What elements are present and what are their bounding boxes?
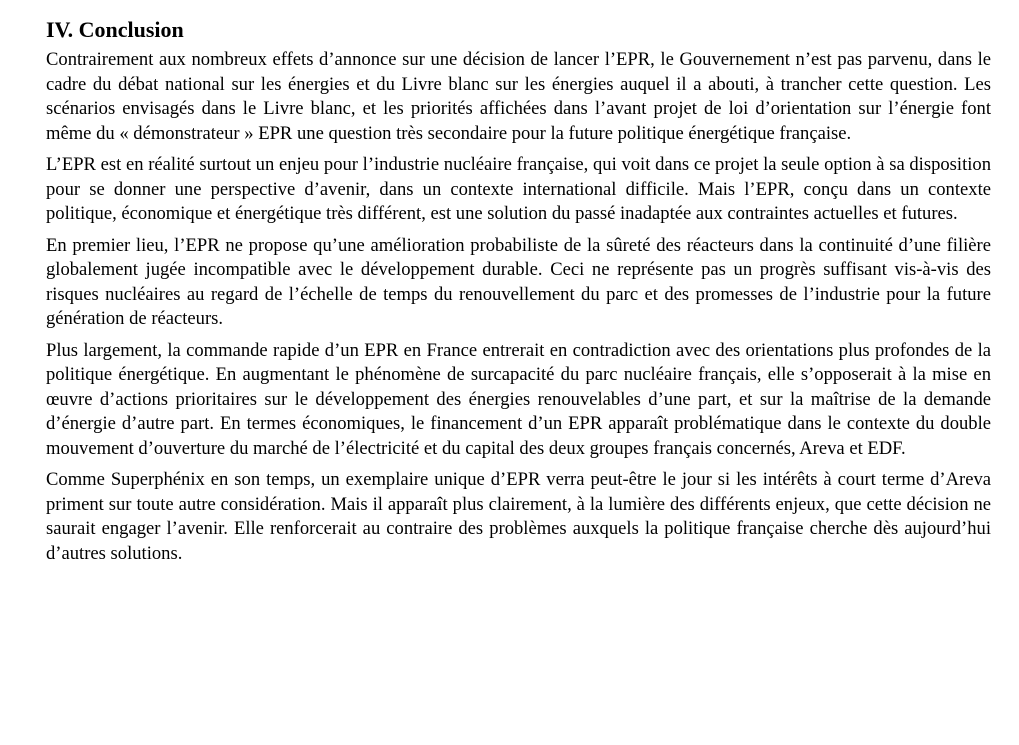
paragraph-3: En premier lieu, l’EPR ne propose qu’une amélioration probabiliste de la sûreté des réacteurs dans la continuité d’une filière globalement jugée incompatible avec le développement durable. Ceci ne représente pas un progrès suffisant vis-à-vis des risques nucléaires au regard de l’échelle de temps du renouvellement du parc et des promesses de l’industrie pour la future génération de réacteurs. [46, 234, 991, 329]
paragraph-4: Plus largement, la commande rapide d’un EPR en France entrerait en contradiction avec des orientations plus profondes de la politique énergétique. En augmentant le phénomène de surcapacité du parc nucléaire français, elle s’opposerait à la mise en œuvre d’actions prioritaires sur le développement des énergies renouvelables d’une part, et sur la maîtrise de la demande d’énergie d’autre part. En termes économiques, le financement d’un EPR apparaît problématique dans le contexte du double mouvement d’ouverture du marché de l’électricité et du capital des deux groupes français concernés, Areva et EDF. [46, 339, 991, 459]
paragraph-5: Comme Superphénix en son temps, un exemplaire unique d’EPR verra peut-être le jour si les intérêts à court terme d’Areva priment sur toute autre considération. Mais il apparaît plus clairement, à la lumière des différents enjeux, que cette décision ne saurait engager l’avenir. Elle renforcerait au contraire des problèmes auxquels la politique française cherche dès aujourd’hui d’autres solutions. [46, 469, 991, 564]
document-page [46, 14, 991, 573]
paragraph-2: L’EPR est en réalité surtout un enjeu pour l’industrie nucléaire française, qui voit dans ce projet la seule option à sa disposition pour se donner une perspective d’avenir, dans un contexte international difficile. Mais l’EPR, conçu dans un contexte politique, économique et énergétique très différent, est une solution du passé inadaptée aux contraintes actuelles et futures. [46, 154, 991, 224]
section-heading: IV. Conclusion [46, 17, 184, 42]
paragraph-1: Contrairement aux nombreux effets d’annonce sur une décision de lancer l’EPR, le Gouvernement n’est pas parvenu, dans le cadre du débat national sur les énergies et du Livre blanc sur les énergies auquel il a abouti, à trancher cette question. Les scénarios envisagés dans le Livre blanc, et les priorités affichées dans l’avant projet de loi d’orientation sur l’énergie font même du « démonstrateur » EPR une question très secondaire pour la future politique énergétique française. [46, 49, 991, 144]
